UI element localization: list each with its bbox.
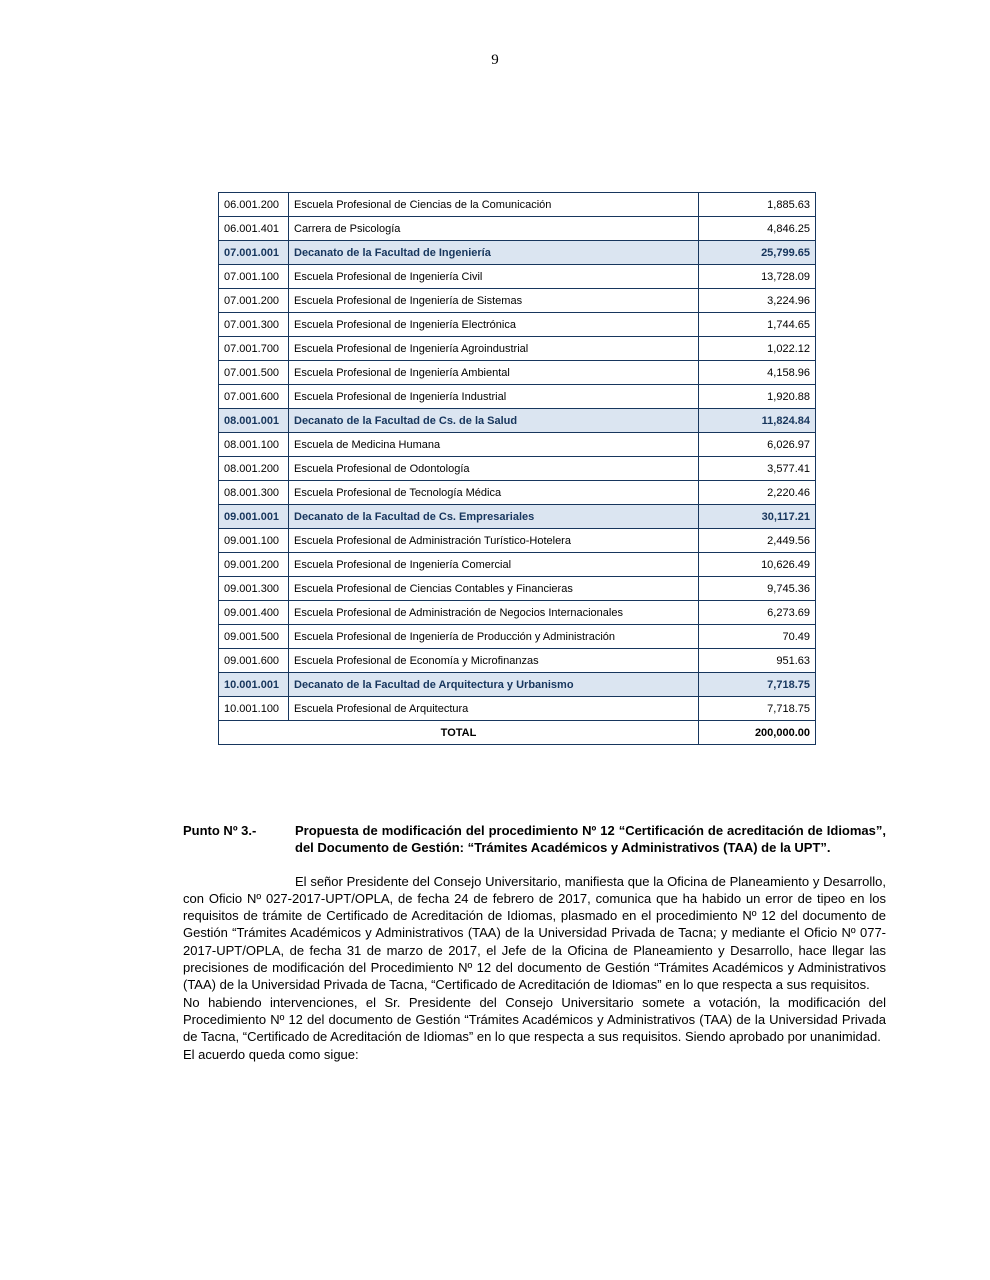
cell-amount: 4,158.96 [699, 361, 816, 385]
cell-amount: 951.63 [699, 649, 816, 673]
table-row [219, 337, 816, 361]
cell-amount: 1,022.12 [699, 337, 816, 361]
cell-name: Escuela Profesional de Administración de Negocios Internacionales [289, 601, 699, 625]
cell-code: 07.001.100 [219, 265, 289, 289]
cell-amount: 6,026.97 [699, 433, 816, 457]
table-row [219, 529, 816, 553]
cell-code: 07.001.700 [219, 337, 289, 361]
cell-name: Escuela Profesional de Odontología [289, 457, 699, 481]
table-row [219, 361, 816, 385]
cell-amount: 9,745.36 [699, 577, 816, 601]
cell-amount: 1,920.88 [699, 385, 816, 409]
table-row [219, 241, 816, 265]
table-row [219, 313, 816, 337]
cell-name: Escuela de Medicina Humana [289, 433, 699, 457]
cell-amount: 7,718.75 [699, 697, 816, 721]
cell-code: 09.001.600 [219, 649, 289, 673]
cell-amount: 3,577.41 [699, 457, 816, 481]
cell-name: Escuela Profesional de Ciencias de la Comunicación [289, 193, 699, 217]
paragraph-3: El acuerdo queda como sigue: [183, 1046, 359, 1062]
cell-amount: 13,728.09 [699, 265, 816, 289]
cell-name: Decanato de la Facultad de Arquitectura y Urbanismo [289, 673, 699, 697]
cell-code: 06.001.401 [219, 217, 289, 241]
cell-name: Decanato de la Facultad de Cs. de la Salud [289, 409, 699, 433]
table-row [219, 193, 816, 217]
page-number: 9 [491, 52, 499, 68]
total-row [219, 721, 816, 745]
cell-code: 07.001.300 [219, 313, 289, 337]
cell-name: Escuela Profesional de Ciencias Contables y Financieras [289, 577, 699, 601]
table-row [219, 577, 816, 601]
cell-code: 09.001.300 [219, 577, 289, 601]
cell-name: Escuela Profesional de Ingeniería Industrial [289, 385, 699, 409]
cell-name: Escuela Profesional de Ingeniería Agroindustrial [289, 337, 699, 361]
table-row [219, 625, 816, 649]
cell-code: 09.001.100 [219, 529, 289, 553]
cell-code: 09.001.200 [219, 553, 289, 577]
section-punto-3 [183, 822, 886, 857]
cell-amount: 4,846.25 [699, 217, 816, 241]
table-row [219, 217, 816, 241]
section-title: Propuesta de modificación del procedimiento Nº 12 “Certificación de acreditación de Idiomas”, del Documento de Gestión: “Trámites Académicos y Administrativos (TAA) de la UPT”. [295, 823, 886, 856]
table-row [219, 433, 816, 457]
cell-name: Decanato de la Facultad de Cs. Empresariales [289, 505, 699, 529]
table-row [219, 697, 816, 721]
table-row [219, 649, 816, 673]
cell-code: 07.001.200 [219, 289, 289, 313]
cell-code: 07.001.500 [219, 361, 289, 385]
cell-name: Escuela Profesional de Ingeniería Electrónica [289, 313, 699, 337]
cell-name: Escuela Profesional de Ingeniería Civil [289, 265, 699, 289]
cell-code: 09.001.500 [219, 625, 289, 649]
cell-amount: 30,117.21 [699, 505, 816, 529]
table-row [219, 265, 816, 289]
cell-name: Escuela Profesional de Administración Turístico-Hotelera [289, 529, 699, 553]
table-row [219, 505, 816, 529]
table-row [219, 553, 816, 577]
cell-name: Escuela Profesional de Ingeniería Comercial [289, 553, 699, 577]
cell-code: 08.001.300 [219, 481, 289, 505]
budget-table-body [219, 193, 816, 721]
total-label-cell: TOTAL [219, 721, 699, 745]
cell-amount: 25,799.65 [699, 241, 816, 265]
cell-amount: 10,626.49 [699, 553, 816, 577]
cell-name: Escuela Profesional de Tecnología Médica [289, 481, 699, 505]
cell-amount: 70.49 [699, 625, 816, 649]
cell-code: 10.001.001 [219, 673, 289, 697]
cell-amount: 7,718.75 [699, 673, 816, 697]
table-row [219, 409, 816, 433]
cell-name: Carrera de Psicología [289, 217, 699, 241]
table-row [219, 457, 816, 481]
cell-name: Escuela Profesional de Economía y Microfinanzas [289, 649, 699, 673]
cell-code: 06.001.200 [219, 193, 289, 217]
cell-name: Escuela Profesional de Arquitectura [289, 697, 699, 721]
cell-amount: 1,744.65 [699, 313, 816, 337]
cell-code: 07.001.001 [219, 241, 289, 265]
budget-table [218, 192, 816, 745]
cell-name: Decanato de la Facultad de Ingeniería [289, 241, 699, 265]
cell-amount: 3,224.96 [699, 289, 816, 313]
cell-code: 09.001.001 [219, 505, 289, 529]
cell-amount: 2,220.46 [699, 481, 816, 505]
table-row [219, 289, 816, 313]
table-row [219, 385, 816, 409]
section-label: Punto Nº 3.- [183, 823, 257, 838]
cell-name: Escuela Profesional de Ingeniería de Sistemas [289, 289, 699, 313]
cell-code: 08.001.200 [219, 457, 289, 481]
cell-amount: 1,885.63 [699, 193, 816, 217]
paragraph-2: No habiendo intervenciones, el Sr. Presidente del Consejo Universitario somete a votación, la modificación del Procedimiento Nº 12 del documento de Gestión “Trámites Académicos y Administrativos (TAA) de la Universidad Privada de Tacna, “Certificado de Acreditación de Idiomas” en lo que respecta a sus requisitos. Siendo aprobado por unanimidad. [183, 994, 886, 1045]
paragraph-1: El señor Presidente del Consejo Universitario, manifiesta que la Oficina de Planeamiento y Desarrollo, con Oficio Nº 027-2017-UPT/OPLA, de fecha 24 de febrero de 2017, comunica que ha habido un error de tipeo en los requisitos de trámite de Certificado de Acreditación de Idiomas, plasmado en el procedimiento Nº 12 del documento de Gestión “Trámites Académicos y Administrativos (TAA) de la Universidad Privada de Tacna; y mediante el Oficio Nº 077-2017-UPT/OPLA, de fecha 31 de marzo de 2017, el Jefe de la Oficina de Planeamiento y Desarrollo, hace llegar las precisiones de modificación del Procedimiento Nº 12 del documento de Gestión “Trámites Académicos y Administrativos (TAA) de la Universidad Privada de Tacna, “Certificado de Acreditación de Idiomas” en lo que respecta a sus requisitos. [183, 873, 886, 993]
table-row [219, 481, 816, 505]
cell-code: 09.001.400 [219, 601, 289, 625]
table-row [219, 601, 816, 625]
cell-name: Escuela Profesional de Ingeniería Ambiental [289, 361, 699, 385]
cell-code: 10.001.100 [219, 697, 289, 721]
cell-name: Escuela Profesional de Ingeniería de Producción y Administración [289, 625, 699, 649]
cell-code: 07.001.600 [219, 385, 289, 409]
cell-code: 08.001.100 [219, 433, 289, 457]
body-paragraphs [183, 873, 886, 1063]
cell-code: 08.001.001 [219, 409, 289, 433]
table-row [219, 673, 816, 697]
cell-amount: 2,449.56 [699, 529, 816, 553]
total-amount-cell: 200,000.00 [699, 721, 816, 745]
cell-amount: 6,273.69 [699, 601, 816, 625]
text-block [183, 822, 886, 1063]
cell-amount: 11,824.84 [699, 409, 816, 433]
